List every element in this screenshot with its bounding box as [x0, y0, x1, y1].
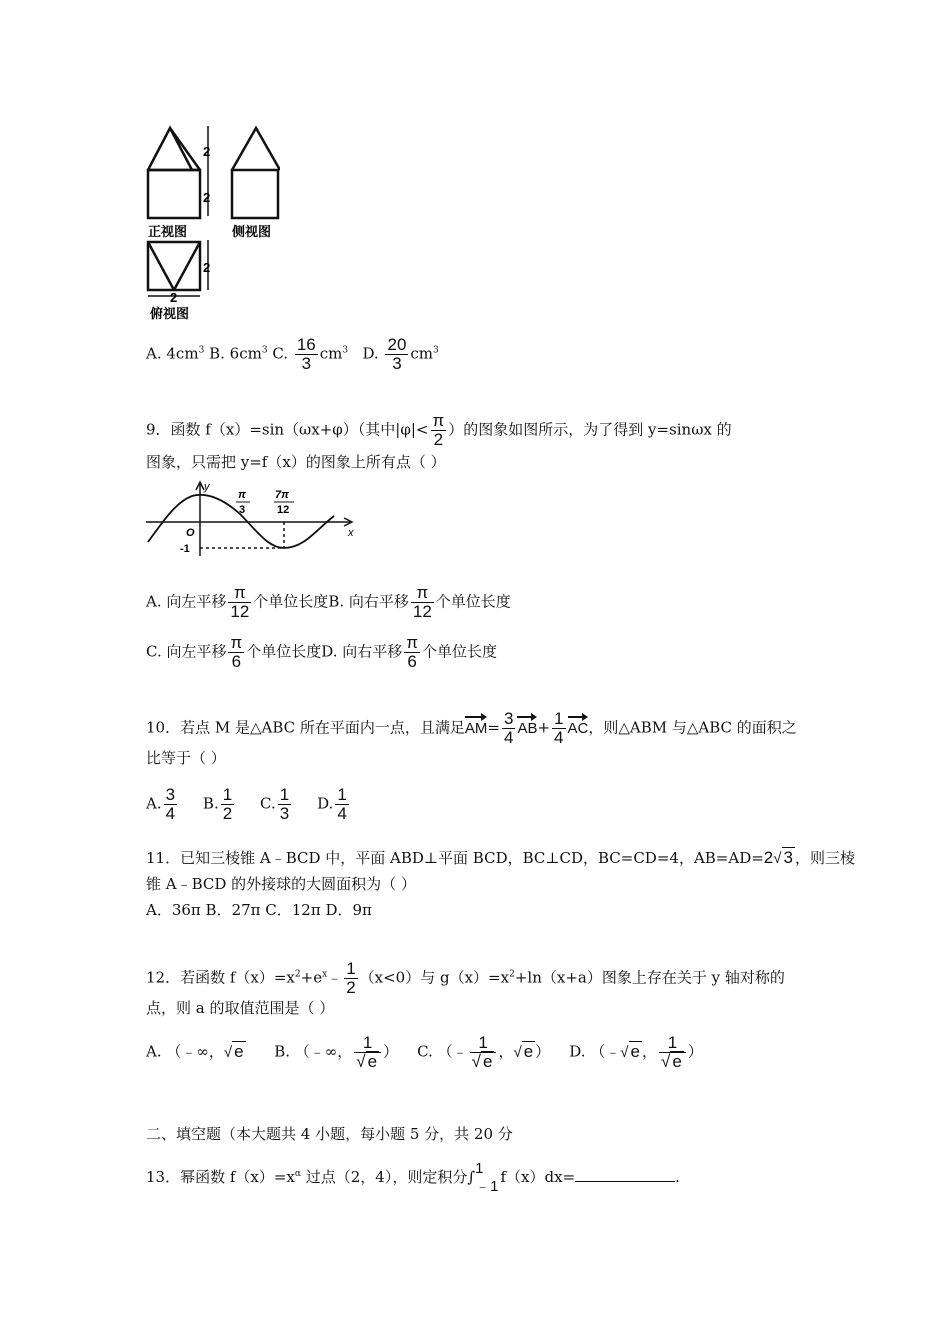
p7-den: 12	[277, 504, 290, 516]
sine-graph	[144, 480, 364, 560]
q9-options-ab: A. 向左平移 $\frac{\pi}{12}$ 个单位长度B. 向右平移 $\frac{\pi}{12}$ 个单位长度	[146, 583, 511, 621]
dim-label: 2	[170, 290, 178, 305]
option-a-value: 4cm	[166, 344, 199, 363]
top-view-label: 俯视图	[150, 306, 190, 321]
side-view-roof	[232, 128, 280, 170]
side-view-body	[232, 170, 278, 218]
option-c-fraction: $\frac{16}{3}$	[296, 335, 316, 373]
front-view-body	[148, 170, 200, 218]
dim-label: 2	[203, 260, 211, 275]
y-axis-label: y	[204, 481, 210, 493]
q11-line1: 11．已知三棱锥 A﹣BCD 中，平面 ABD⊥平面 BCD，BC⊥CD，BC=CD=4，AB=AD=2√ 3 ，则三棱	[146, 848, 855, 867]
front-view-label: 正视图	[148, 224, 188, 239]
q9-line1: 9．函数 f（x）=sin（ωx+φ）（其中|φ|< $\frac{\pi}{2}$ ）的图象如图所示，为了得到 y=sinωx 的	[146, 411, 732, 449]
side-view-label: 侧视图	[232, 224, 272, 239]
vector-ac: AC	[568, 715, 589, 739]
q9-options-cd: C. 向左平移 $\frac{\pi}{6}$ 个单位长度D. 向右平移 $\frac{\pi}{6}$ 个单位长度	[146, 633, 498, 671]
top-view-square	[148, 242, 200, 290]
q13-line: 13．幂函数 $f(x)=x^\alpha$ 过点（2，4），则定积分∫ 1 ﹣1 f（x）dx= .	[146, 1160, 680, 1195]
origin-label: O	[186, 527, 195, 539]
x-axis-label: x	[348, 527, 354, 539]
three-view-figure	[140, 122, 280, 322]
pi-over-2: $\frac{\pi}{2}$	[432, 411, 445, 449]
pi3-den: 3	[239, 504, 246, 516]
q12-options: A. （﹣∞，√ e B. （﹣∞， $\frac{1}{√ e}$ ） C. （﹣ $\frac{1}{√ e}$ ，√ e ） D. （﹣√ e ， $\frac{1}{√ e}$ ）	[146, 1033, 703, 1071]
q12-line1: 12．若函数 $f(x)=x^2+e^x﹣$ $\frac{1}{2}$ （x<0）与 $g(x)=x^2+\ln(x+a)$图象上存在关于 y 轴对称的	[146, 959, 785, 997]
q8-options: A. $4cm^3$ B. $6cm^3$ C. $\frac{16}{3}$ $cm^3$ D. $\frac{20}{3}$ $cm^3$	[146, 335, 439, 373]
q10-line2: 比等于（ ）	[146, 749, 226, 767]
section-2-heading: 二、填空题（本大题共 4 小题，每小题 5 分，共 20 分	[146, 1125, 513, 1143]
q10-line1: 10．若点 M 是△ABC 所在平面内一点，且满足AM= $\frac{3}{4}$ AB+ $\frac{1}{4}$ AC，则△ABM 与△ABC 的面积之	[146, 709, 797, 747]
neg-one-label: -1	[180, 543, 190, 555]
q12-line2: 点，则 a 的取值范围是（ ）	[146, 999, 335, 1017]
q11-line2: 锥 A﹣BCD 的外接球的大圆面积为（ ）	[146, 875, 416, 893]
q11-options: A．36π B．27π C．12π D．9π	[146, 901, 372, 919]
pi3-num: π	[238, 489, 246, 501]
q10-options: A. $\frac{3}{4}$ B. $\frac{1}{2}$ C. $\frac{1}{3}$ D. $\frac{1}{4}$	[146, 785, 347, 823]
dim-label: 2	[203, 190, 211, 205]
vector-ab: AB	[517, 715, 537, 739]
q9-line2: 图象，只需把 y=f（x）的图象上所有点（ ）	[146, 453, 446, 471]
option-d-fraction: $\frac{20}{3}$	[387, 335, 407, 373]
sqrt-3: √ 3	[773, 848, 793, 867]
dim-label: 2	[203, 144, 211, 159]
option-b-value: 6cm	[229, 344, 262, 363]
answer-blank[interactable]	[575, 1181, 675, 1182]
vector-am: AM	[465, 715, 488, 739]
p7-num: 7π	[275, 489, 289, 501]
